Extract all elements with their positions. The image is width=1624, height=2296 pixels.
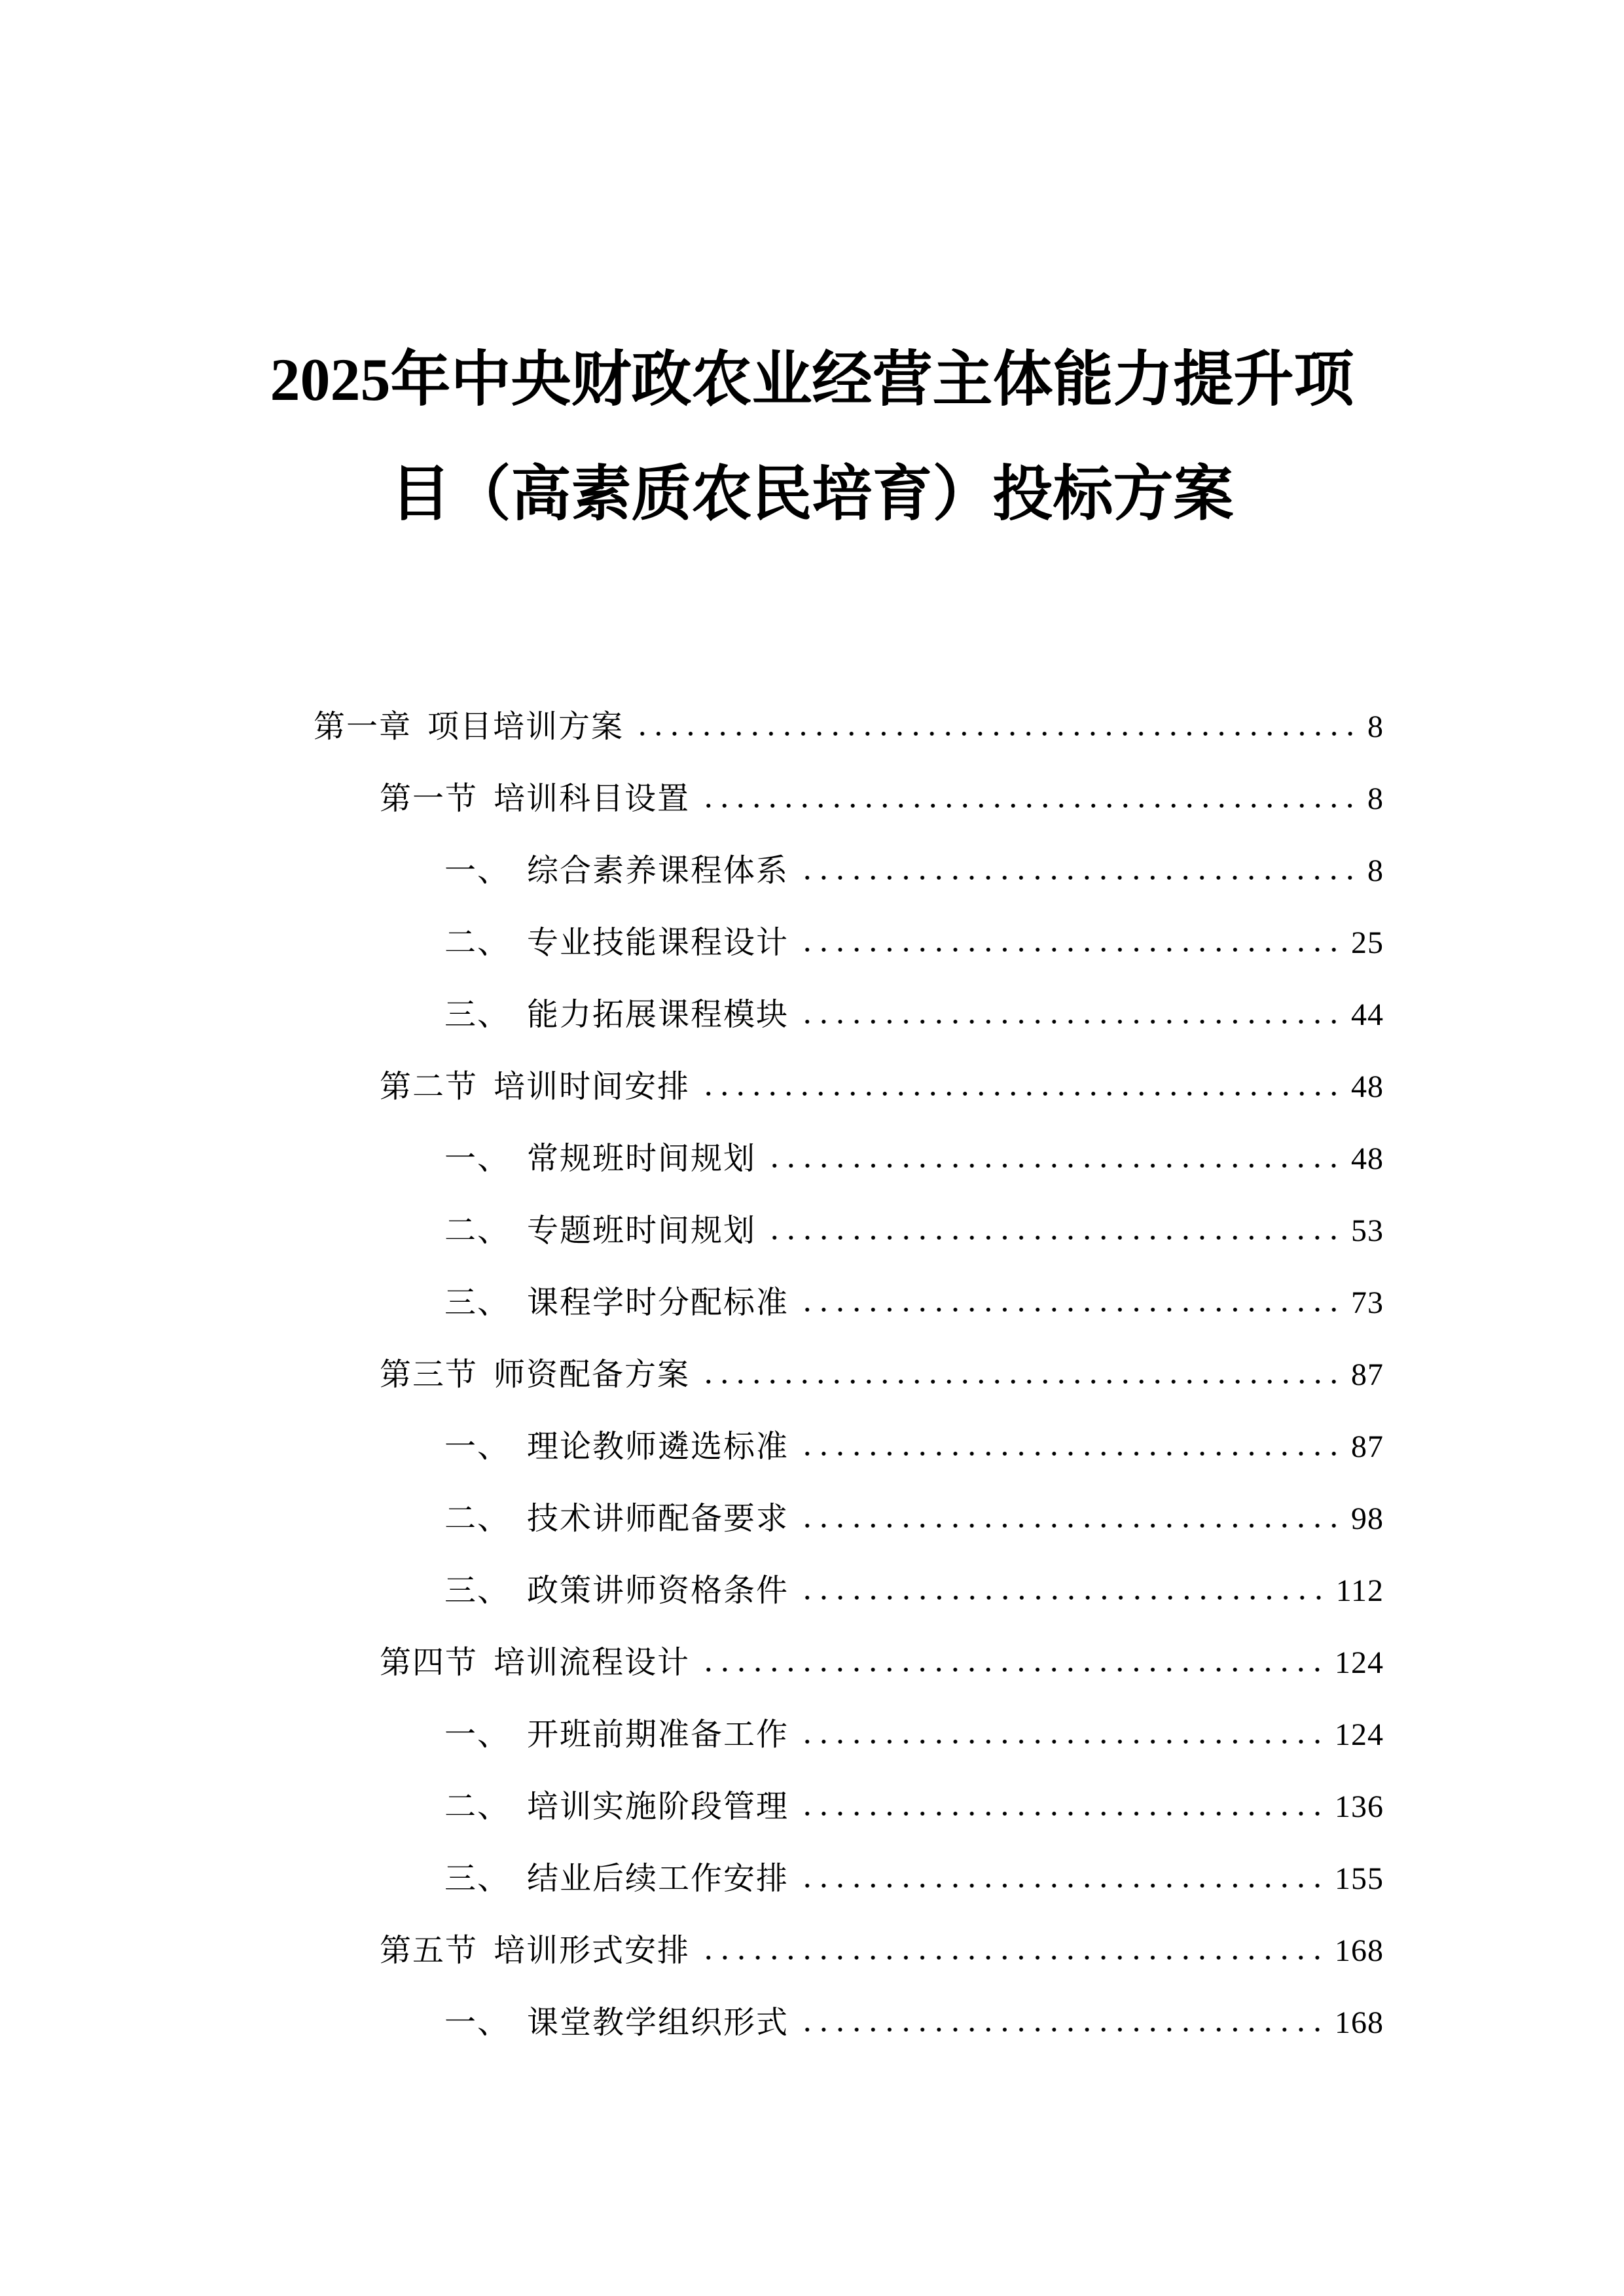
toc-page-number: 8 (1367, 853, 1384, 888)
toc-dot-leader (799, 1594, 1327, 1601)
toc-section-title: 培训科目设置 (494, 781, 691, 816)
toc-dot-leader (799, 2026, 1326, 2033)
toc-section-2[interactable] (0, 1051, 1384, 1123)
toc-item-number: 二、 (444, 1213, 511, 1248)
toc-dot-leader (799, 1450, 1342, 1457)
toc-section-number: 第二节 (380, 1069, 478, 1104)
toc-dot-leader (767, 1234, 1342, 1241)
toc-item-number: 一、 (444, 2005, 511, 2040)
toc-page-number: 53 (1351, 1213, 1384, 1248)
toc-page-number: 8 (1367, 781, 1384, 816)
toc-section-title: 培训时间安排 (494, 1069, 691, 1104)
toc-item-2-2[interactable] (0, 1195, 1384, 1267)
toc-item-number: 二、 (444, 1501, 511, 1536)
toc-section-number: 第五节 (380, 1933, 478, 1968)
document-title-line-2: 目（高素质农民培育）投标方案 (390, 461, 1234, 528)
toc-item-number: 三、 (444, 1573, 511, 1608)
toc-dot-leader (799, 946, 1342, 953)
toc-item-1-3[interactable] (0, 979, 1384, 1051)
toc-page-number: 48 (1351, 1069, 1384, 1104)
document-title-line-1: 2025年中央财政农业经营主体能力提升项 (270, 346, 1354, 413)
toc-item-number: 一、 (444, 1141, 511, 1176)
toc-item-title: 政策讲师资格条件 (527, 1573, 789, 1608)
toc-item-number: 二、 (444, 1789, 511, 1824)
toc-dot-leader (700, 1666, 1326, 1673)
toc-chapter-number: 第一章 (314, 709, 412, 744)
toc-page-number: 8 (1367, 709, 1384, 744)
toc-item-title: 课堂教学组织形式 (527, 2005, 789, 2040)
toc-section-1[interactable] (0, 763, 1384, 835)
toc-item-4-3[interactable] (0, 1843, 1384, 1915)
toc-dot-leader (700, 1090, 1342, 1097)
toc-page-number: 155 (1335, 1861, 1384, 1896)
toc-dot-leader (799, 1810, 1326, 1817)
toc-section-number: 第四节 (380, 1645, 478, 1680)
toc-item-1-2[interactable] (0, 907, 1384, 979)
toc-page-number: 73 (1351, 1285, 1384, 1320)
toc-page-number: 136 (1335, 1789, 1384, 1824)
table-of-contents (0, 691, 1384, 2059)
toc-item-3-2[interactable] (0, 1483, 1384, 1555)
toc-page-number: 124 (1335, 1645, 1384, 1680)
toc-page-number: 98 (1351, 1501, 1384, 1536)
toc-item-1-1[interactable] (0, 835, 1384, 907)
toc-item-title: 理论教师遴选标准 (527, 1429, 789, 1464)
toc-item-number: 三、 (444, 997, 511, 1032)
toc-section-title: 师资配备方案 (494, 1357, 691, 1392)
toc-item-title: 开班前期准备工作 (527, 1717, 789, 1752)
toc-dot-leader (799, 874, 1358, 881)
toc-item-title: 课程学时分配标准 (527, 1285, 789, 1320)
toc-chapter-1[interactable] (0, 691, 1384, 763)
toc-dot-leader (767, 1162, 1342, 1169)
toc-page-number: 25 (1351, 925, 1384, 960)
toc-page-number: 87 (1351, 1429, 1384, 1464)
toc-item-title: 常规班时间规划 (527, 1141, 757, 1176)
toc-page-number: 168 (1335, 1933, 1384, 1968)
toc-item-title: 技术讲师配备要求 (527, 1501, 789, 1536)
toc-page-number: 44 (1351, 997, 1384, 1032)
toc-item-number: 三、 (444, 1861, 511, 1896)
toc-item-title: 培训实施阶段管理 (527, 1789, 789, 1824)
toc-item-4-1[interactable] (0, 1699, 1384, 1771)
toc-section-title: 培训形式安排 (494, 1933, 691, 1968)
toc-dot-leader (700, 1954, 1326, 1961)
toc-item-2-3[interactable] (0, 1267, 1384, 1339)
toc-dot-leader (799, 1738, 1326, 1745)
toc-item-5-1[interactable] (0, 1987, 1384, 2059)
toc-item-number: 三、 (444, 1285, 511, 1320)
toc-item-number: 二、 (444, 925, 511, 960)
toc-chapter-title: 项目培训方案 (427, 709, 624, 744)
toc-item-3-3[interactable] (0, 1555, 1384, 1627)
toc-dot-leader (700, 802, 1358, 809)
toc-item-title: 结业后续工作安排 (527, 1861, 789, 1896)
toc-section-4[interactable] (0, 1627, 1384, 1699)
toc-item-number: 一、 (444, 1717, 511, 1752)
toc-section-title: 培训流程设计 (494, 1645, 691, 1680)
toc-page-number: 168 (1335, 2005, 1384, 2040)
toc-item-title: 专业技能课程设计 (527, 925, 789, 960)
toc-item-2-1[interactable] (0, 1123, 1384, 1195)
toc-dot-leader (799, 1882, 1326, 1889)
toc-section-number: 第三节 (380, 1357, 478, 1392)
toc-item-number: 一、 (444, 853, 511, 888)
toc-item-title: 专题班时间规划 (527, 1213, 757, 1248)
toc-section-3[interactable] (0, 1339, 1384, 1411)
toc-dot-leader (799, 1018, 1342, 1025)
toc-item-4-2[interactable] (0, 1771, 1384, 1843)
toc-item-3-1[interactable] (0, 1411, 1384, 1483)
toc-dot-leader (700, 1378, 1342, 1385)
toc-item-title: 综合素养课程体系 (527, 853, 789, 888)
toc-dot-leader (799, 1306, 1342, 1313)
toc-dot-leader (634, 730, 1358, 737)
toc-page-number: 48 (1351, 1141, 1384, 1176)
toc-page-number: 124 (1335, 1717, 1384, 1752)
toc-item-number: 一、 (444, 1429, 511, 1464)
toc-dot-leader (799, 1522, 1342, 1529)
toc-section-number: 第一节 (380, 781, 478, 816)
toc-item-title: 能力拓展课程模块 (527, 997, 789, 1032)
toc-page-number: 87 (1351, 1357, 1384, 1392)
toc-page-number: 112 (1335, 1573, 1384, 1608)
toc-section-5[interactable] (0, 1915, 1384, 1987)
document-title (0, 323, 1624, 552)
